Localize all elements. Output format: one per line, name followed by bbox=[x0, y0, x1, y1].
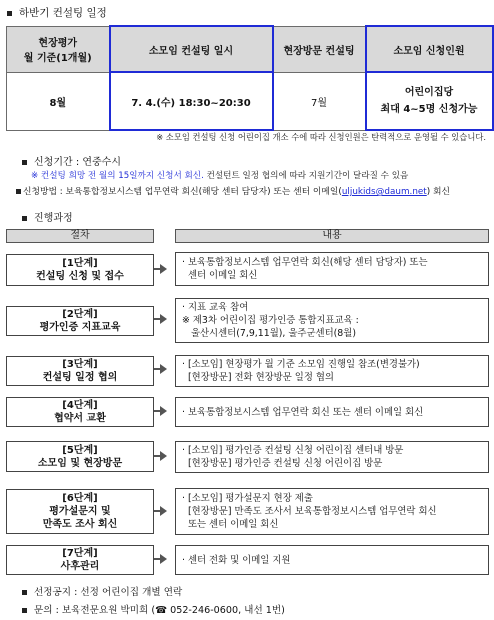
header-small-group-datetime: 소모임 컨설팅 일시 bbox=[110, 26, 273, 72]
header-small-group-applicants: 소모임 신청인원 bbox=[366, 26, 493, 72]
square-bullet-icon bbox=[16, 189, 21, 194]
schedule-note: ※ 소모임 컨설팅 신청 어린이집 개소 수에 따라 신청인원은 탄력적으로 운영될 수 있습니다. bbox=[156, 132, 486, 142]
application-period: 신청기간 : 연중수시 bbox=[22, 153, 121, 168]
step-1-content: · 보육통합정보시스템 업무연락 회신(해당 센터 담당자) 또는 센터 이메일 회신 bbox=[175, 252, 489, 286]
cell-applicants bbox=[366, 72, 493, 130]
step-7-content: · 센터 전화 및 이메일 지원 bbox=[175, 545, 489, 575]
application-method: 신청방법 : 보육통합정보시스템 업무연락 회신(해당 센터 담당자) 또는 센터 이메일(uljukids@daum.net) 회신 bbox=[16, 184, 450, 197]
cell-site-visit: 7월 bbox=[273, 72, 366, 130]
square-bullet-icon bbox=[22, 608, 27, 613]
process-title: 진행과정 bbox=[22, 209, 73, 224]
cell-applicants-line1: 어린이집당 bbox=[404, 87, 454, 98]
step-7: [7단계] 사후관리 bbox=[6, 545, 154, 575]
arrow-right-icon bbox=[160, 554, 167, 564]
contact-info: 문의 : 보육전문요원 박미희 (☎ 052-246-0600, 내선 1번) bbox=[22, 602, 285, 616]
cell-month: 8월 bbox=[7, 72, 110, 130]
application-period-note: ※ 컨설팅 희망 전 월의 15일까지 신청서 회신. 컨설턴트 일정 협의에 따라 지원기간이 달라질 수 있음 bbox=[31, 171, 409, 181]
step-6-content: · [소모임] 평가설문지 현장 제출 [현장방문] 만족도 조사서 보육통합정보시스템 업무연락 회신 또는 센터 이메일 회신 bbox=[175, 488, 489, 535]
square-bullet-icon bbox=[22, 216, 27, 221]
step-3: [3단계] 컨설팅 일정 협의 bbox=[6, 356, 154, 386]
header-site-visit: 현장방문 컨설팅 bbox=[273, 26, 366, 72]
step-5-content: · [소모임] 평가인증 컨설팅 신청 어린이집 센터내 방문 [현장방문] 평가인증 컨설팅 신청 어린이집 방문 bbox=[175, 441, 489, 473]
schedule-body-row bbox=[7, 72, 493, 130]
schedule-header-row bbox=[7, 26, 493, 72]
square-bullet-icon bbox=[22, 590, 27, 595]
process-col-content: 내용 bbox=[175, 229, 489, 243]
step-6-name-line1: 평가설문지 및 bbox=[49, 506, 111, 517]
step-6: [6단계] 평가설문지 및 만족도 조사 회신 bbox=[6, 489, 154, 534]
square-bullet-icon bbox=[7, 11, 12, 16]
step-3-content: · [소모임] 현장평가 월 기준 소모임 진행일 참조(변경불가) [현장방문] 전화 현장방문 일정 협의 bbox=[175, 355, 489, 387]
email-link[interactable]: uljukids@daum.net bbox=[341, 187, 427, 197]
schedule-table bbox=[6, 25, 494, 131]
step-2: [2단계] 평가인증 지표교육 bbox=[6, 306, 154, 336]
cell-datetime: 7. 4.(수) 18:30~20:30 bbox=[110, 72, 273, 130]
header-evaluation-month bbox=[7, 26, 110, 72]
step-6-name-line2: 만족도 조사 회신 bbox=[42, 519, 118, 530]
arrow-right-icon bbox=[160, 506, 167, 516]
arrow-right-icon bbox=[160, 451, 167, 461]
step-2-content: · 지표 교육 참여 ※ 제3차 어린이집 평가인증 통합지표교육 : 울산시센터(7,9,11월), 울주군센터(8월) bbox=[175, 298, 489, 343]
header-evaluation-month-line2: 월 기준(1개월) bbox=[23, 53, 92, 64]
cell-applicants-line2: 최대 4~5명 신청가능 bbox=[380, 104, 478, 115]
step-5: [5단계] 소모임 및 현장방문 bbox=[6, 441, 154, 472]
arrow-right-icon bbox=[160, 364, 167, 374]
header-evaluation-month-line1: 현장평가 bbox=[38, 38, 78, 49]
step-1: [1단계] 컨설팅 신청 및 접수 bbox=[6, 254, 154, 286]
section-schedule-title: 하반기 컨설팅 일정 bbox=[7, 5, 107, 20]
process-col-step: 절차 bbox=[6, 229, 154, 243]
arrow-right-icon bbox=[160, 314, 167, 324]
step-4-content: · 보육통합정보시스템 업무연락 회신 또는 센터 이메일 회신 bbox=[175, 397, 489, 427]
square-bullet-icon bbox=[22, 160, 27, 165]
step-4: [4단계] 협약서 교환 bbox=[6, 397, 154, 427]
arrow-right-icon bbox=[160, 406, 167, 416]
selection-notice: 선정공지 : 선정 어린이집 개별 연락 bbox=[22, 584, 182, 598]
arrow-right-icon bbox=[160, 264, 167, 274]
